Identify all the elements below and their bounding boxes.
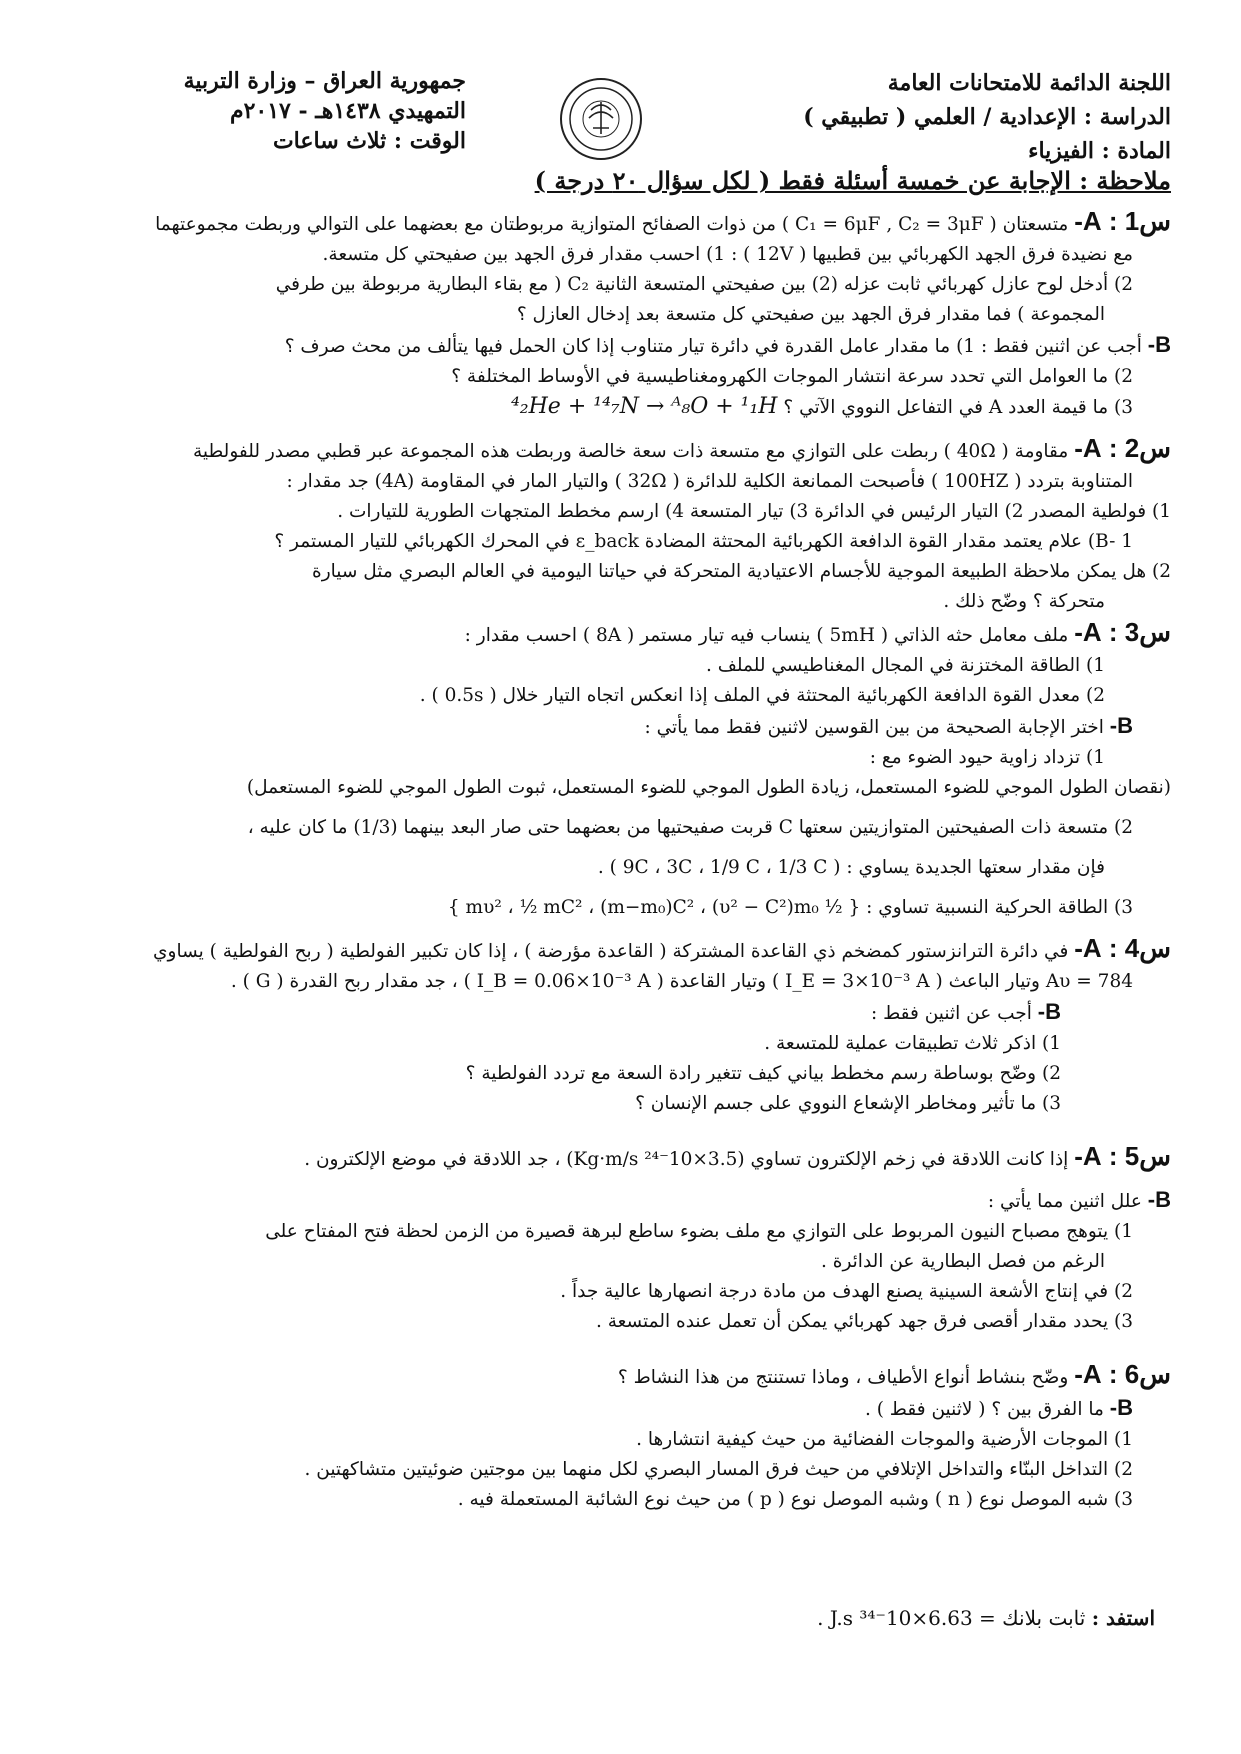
q2-heading: س2 : A- <box>1074 433 1171 463</box>
q5-heading: س5 : A- <box>1074 1141 1171 1171</box>
q3-b-line-1-options: (نقصان الطول الموجي للضوء المستعمل، زيادة الطول الموجي للضوء المستعمل، ثبوت الطول الموجي للضوء المستعمل) <box>246 777 1171 798</box>
header-ministry <box>86 66 466 156</box>
q2-b-line-2: 2) هل يمكن ملاحظة الطبيعة الموجية للأجسام الاعتيادية المتحركة في حياتنا اليومية في العالم البصري مثل سيارة <box>312 561 1171 582</box>
q4-b-line-0 <box>51 997 1171 1029</box>
q2-text-1: مقاومة ( 40Ω ) ربطت على التوازي مع متسعة ذات سعة خالصة وربطت هذه المجموعة عبر قطبي مصدر للفولطية <box>193 441 1069 462</box>
q1-text-1: متسعتان ( C₁ = 6μF , C₂ = 3μF ) من ذوات الصفائح المتوازية مربوطتان مع بعضهما على التوالي وربطت مجموعتهما <box>155 214 1069 235</box>
header-committee <box>731 66 1171 168</box>
q4-b-heading: B- <box>1037 999 1061 1024</box>
q4-line-1 <box>51 933 1171 967</box>
header-right-line-1: اللجنة الدائمة للامتحانات العامة <box>887 70 1171 96</box>
q3-line-3: 2) معدل القوة الدافعة الكهربائية المحتثة في الملف إذا انعكس اتجاه التيار خلال ( 0.5s ) . <box>419 685 1105 706</box>
q1-b-heading: B- <box>1147 332 1171 357</box>
q5-b-heading: B- <box>1147 1187 1171 1212</box>
questions-body <box>51 206 1171 1515</box>
q5-text-1: إذا كانت اللادقة في زخم الإلكترون تساوي (3.5×10⁻²⁴ Kg·m/s) ، جد اللادقة في موضع الإلكترون . <box>304 1149 1069 1170</box>
q6-b-line-2: 2) التداخل البنّاء والتداخل الإتلافي من حيث فرق المسار البصري لكل منهما بين موجتين ضوئيتين متشاكهتين . <box>304 1459 1133 1480</box>
q5-b-line-1: 1) يتوهج مصباح النيون المربوط على التوازي مع ملف بضوء ساطع لبرهة قصيرة من الزمن لحظة فتح المفتاح على <box>265 1221 1133 1242</box>
q3-line-2: 1) الطاقة المختزنة في المجال المغناطيسي للملف . <box>706 655 1105 676</box>
exam-note: ملاحظة : الإجابة عن خمسة أسئلة فقط ( لكل سؤال ٢٠ درجة ) <box>534 166 1171 195</box>
header-right-line-3: المادة : الفيزياء <box>1028 138 1171 164</box>
q3-text-1: ملف معامل حثه الذاتي ( 5mH ) ينساب فيه تيار مستمر ( 8A ) احسب مقدار : <box>464 625 1069 646</box>
q4-b-line-2: 2) وضّح بوساطة رسم مخطط بياني كيف تتغير رادة السعة مع تردد الفولطية ؟ <box>465 1063 1061 1084</box>
q4-line-2: Aυ = 784 وتيار الباعث ( I_E = 3×10⁻³ A ) وتيار القاعدة ( I_B = 0.06×10⁻³ A ) ، جد مقدار ربح القدرة ( G ) . <box>230 971 1133 992</box>
q2-b-line-3: متحركة ؟ وضّح ذلك . <box>943 591 1105 612</box>
ministry-seal-icon <box>558 76 644 162</box>
q6-b-text-0: ما الفرق بين ؟ ( لاثنين فقط ) . <box>864 1399 1104 1420</box>
q6-b-line-3: 3) شبه الموصل نوع ( n ) وشبه الموصل نوع ( p ) من حيث نوع الشائبة المستعملة فيه . <box>457 1489 1133 1510</box>
q3-b-line-3: 3) الطاقة الحركية النسبية تساوي : { ½ mυ² ، ½ mC² ، (m−m₀)C² ، (υ² − C²)m₀ } <box>447 897 1133 918</box>
q5-b-line-2: 2) في إنتاج الأشعة السينية يصنع الهدف من مادة درجة انصهارها عالية جداً . <box>560 1281 1133 1302</box>
q3-b-text-0: اختر الإجابة الصحيحة من بين القوسين لاثنين فقط مما يأتي : <box>644 717 1104 738</box>
header-left-line-1: جمهورية العراق – وزارة التربية <box>183 68 466 94</box>
q4-b-text-0: أجب عن اثنين فقط : <box>870 1003 1032 1024</box>
q4-text-1: في دائرة الترانزستور كمضخم ذي القاعدة المشتركة ( القاعدة مؤرضة ) ، إذا كان تكبير الفولطية ( ربح الفولطية ) يساوي <box>153 941 1069 962</box>
q3-b-line-1: 1) تزداد زاوية حيود الضوء مع : <box>869 747 1105 768</box>
q1-b-line-2: 2) ما العوامل التي تحدد سرعة انتشار الموجات الكهرومغناطيسية في الأوساط المختلفة ؟ <box>451 366 1133 387</box>
footer-constant <box>817 1606 1155 1630</box>
q5-b-line-0 <box>51 1185 1171 1217</box>
q6-text-1: وضّح بنشاط أنواع الأطياف ، وماذا تستنتج من هذا النشاط ؟ <box>617 1367 1069 1388</box>
q4-heading: س4 : A- <box>1074 933 1171 963</box>
q6-b-line-0 <box>51 1393 1171 1425</box>
q1-b-text-3: 3) ما قيمة العدد A في التفاعل النووي الآتي ؟ <box>783 397 1133 418</box>
q5-line-1 <box>51 1141 1171 1175</box>
q6-line-1 <box>51 1359 1171 1393</box>
planck-constant: ثابت بلانك = 6.63×10⁻³⁴ J.s . <box>817 1606 1086 1630</box>
header-right-line-2: الدراسة : الإعدادية / العلمي ( تطبيقي ) <box>803 104 1171 130</box>
q2-line-2: المتناوبة بتردد ( 100HZ ) فأصبحت الممانعة الكلية للدائرة ( 32Ω ) والتيار المار في المقاومة (4A) جد مقدار : <box>286 471 1133 492</box>
footer-label: استفد : <box>1091 1606 1155 1630</box>
q6-heading: س6 : A- <box>1074 1359 1171 1389</box>
q6-b-line-1: 1) الموجات الأرضية والموجات الفضائية من حيث كيفية انتشارها . <box>636 1429 1133 1450</box>
q2-b-line-1: B- 1) علام يعتمد مقدار القوة الدافعة الكهربائية المحتثة المضادة ε_back في المحرك الكهربائي للتيار المستمر ؟ <box>274 531 1133 552</box>
header-left-line-2: التمهيدي ١٤٣٨هـ - ٢٠١٧م <box>229 98 466 124</box>
q5-b-line-3: 3) يحدد مقدار أقصى فرق جهد كهربائي يمكن أن تعمل عنده المتسعة . <box>595 1311 1133 1332</box>
q4-b-line-1: 1) اذكر ثلاث تطبيقات عملية للمتسعة . <box>764 1033 1061 1054</box>
q5-b-line-1b: الرغم من فصل البطارية عن الدائرة . <box>821 1251 1105 1272</box>
q1-line-4: المجموعة ) فما مقدار فرق الجهد بين صفيحتي كل متسعة بعد إدخال العازل ؟ <box>516 304 1105 325</box>
header-left-line-3: الوقت : ثلاث ساعات <box>272 128 466 154</box>
q2-line-1 <box>51 433 1171 467</box>
q1-line-3: 2) أدخل لوح عازل كهربائي ثابت عزله (2) بين صفيحتي المتسعة الثانية C₂ ( مع بقاء البطارية مربوطة بين طرفي <box>275 274 1133 295</box>
q3-heading: س3 : A- <box>1074 617 1171 647</box>
q3-b-line-2: 2) متسعة ذات الصفيحتين المتوازيتين سعتها C قربت صفيحتيها من بعضهما حتى صار البعد بينهما (1/3) ما كان عليه ، <box>247 817 1133 838</box>
q3-line-1 <box>51 617 1171 651</box>
q3-b-heading: B- <box>1109 713 1133 738</box>
q1-line-1 <box>51 206 1171 240</box>
q1-b-line-1 <box>51 330 1171 362</box>
q6-b-heading: B- <box>1109 1395 1133 1420</box>
q1-b-text-1: أجب عن اثنين فقط : 1) ما مقدار عامل القدرة في دائرة تيار متناوب إذا كان الحمل فيها يتألف من محث صرف ؟ <box>284 336 1142 357</box>
nuclear-reaction-formula: ⁴₂He + ¹⁴₇N → ᴬ₈O + ¹₁H <box>510 394 778 419</box>
q5-b-text-0: علل اثنين مما يأتي : <box>987 1191 1142 1212</box>
q1-line-2: مع نضيدة فرق الجهد الكهربائي بين قطبيها ( 12V ) : 1) احسب مقدار فرق الجهد بين صفيحتي كل متسعة. <box>322 244 1133 265</box>
q4-b-line-3: 3) ما تأثير ومخاطر الإشعاع النووي على جسم الإنسان ؟ <box>635 1093 1061 1114</box>
q2-line-3: 1) فولطية المصدر 2) التيار الرئيس في الدائرة 3) تيار المتسعة 4) ارسم مخطط المتجهات الطورية للتيارات . <box>337 501 1171 522</box>
q1-b-line-3 <box>51 392 1171 423</box>
q1-heading: س1 : A- <box>1074 206 1171 236</box>
q3-b-line-0 <box>51 711 1171 743</box>
q3-b-line-2-options: فإن مقدار سعتها الجديدة يساوي : ( 9C ، 3C ، 1/9 C ، 1/3 C ) . <box>597 857 1105 878</box>
